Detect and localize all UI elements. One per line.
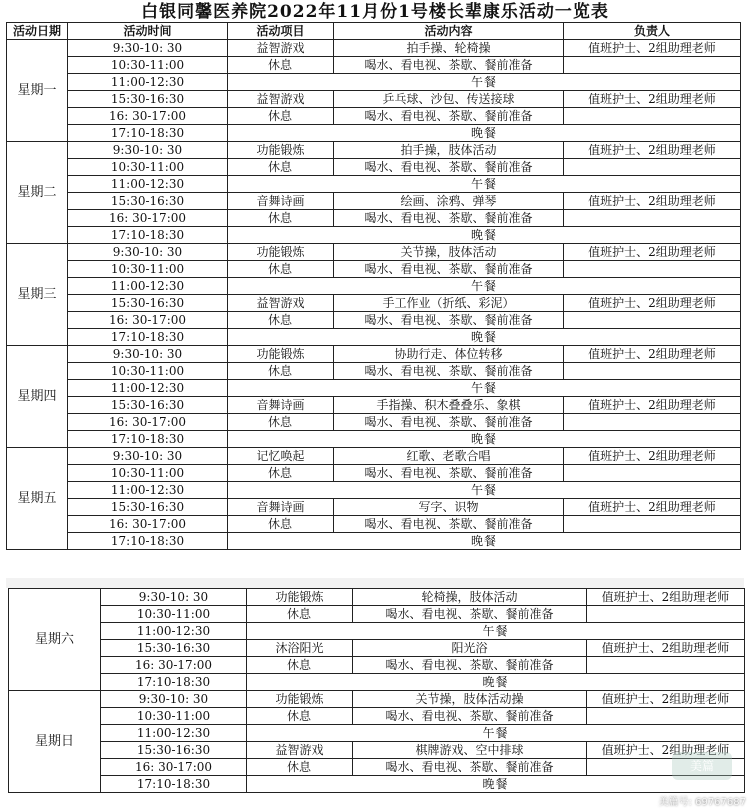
staff-cell	[587, 606, 745, 623]
time-cell: 16: 30-17:00	[68, 414, 228, 431]
activity-cell: 休息	[228, 414, 334, 431]
activity-cell: 益智游戏	[228, 40, 334, 57]
activity-cell: 益智游戏	[247, 742, 353, 759]
meal-cell: 午餐	[247, 623, 745, 640]
time-cell: 11:00-12:30	[68, 74, 228, 91]
content-cell: 拍手操、轮椅操	[334, 40, 564, 57]
staff-cell: 值班护士、2组助理老师	[564, 295, 741, 312]
content-cell: 喝水、看电视、茶歇、餐前准备	[334, 261, 564, 278]
time-cell: 9:30-10: 30	[101, 691, 247, 708]
content-cell: 喝水、看电视、茶歇、餐前准备	[334, 210, 564, 227]
content-cell: 喝水、看电视、茶歇、餐前准备	[334, 57, 564, 74]
time-cell: 16: 30-17:00	[68, 108, 228, 125]
table-row	[9, 674, 745, 691]
time-cell: 11:00-12:30	[68, 176, 228, 193]
table-row	[7, 40, 741, 57]
activity-cell: 休息	[228, 108, 334, 125]
staff-cell	[564, 516, 741, 533]
table-row	[7, 465, 741, 482]
staff-cell	[564, 312, 741, 329]
content-cell: 关节操，肢体活动	[334, 244, 564, 261]
table-row	[9, 606, 745, 623]
day-cell: 星期三	[7, 244, 68, 346]
time-cell: 9:30-10: 30	[68, 448, 228, 465]
activity-cell: 功能锻炼	[228, 142, 334, 159]
content-cell: 拍手操，肢体活动	[334, 142, 564, 159]
content-cell: 手工作业（折纸、彩泥）	[334, 295, 564, 312]
table-row	[9, 708, 745, 725]
table-row	[9, 623, 745, 640]
header-cell: 活动内容	[334, 23, 564, 40]
time-cell: 9:30-10: 30	[68, 40, 228, 57]
activity-cell: 休息	[228, 57, 334, 74]
table-row	[7, 448, 741, 465]
time-cell: 9:30-10: 30	[68, 346, 228, 363]
staff-cell: 值班护士、2组助理老师	[564, 91, 741, 108]
time-cell: 16: 30-17:00	[68, 210, 228, 227]
table-row	[7, 397, 741, 414]
content-cell: 红歌、老歌合唱	[334, 448, 564, 465]
meal-cell: 晚餐	[228, 227, 741, 244]
staff-cell	[564, 465, 741, 482]
meal-cell: 晚餐	[247, 776, 745, 793]
table-row	[9, 776, 745, 793]
content-cell: 协助行走、体位转移	[334, 346, 564, 363]
content-cell: 关节操，肢体活动操	[353, 691, 587, 708]
activity-cell: 功能锻炼	[228, 346, 334, 363]
staff-cell	[564, 414, 741, 431]
content-cell: 阳光浴	[353, 640, 587, 657]
activity-cell: 休息	[228, 516, 334, 533]
content-cell: 喝水、看电视、茶歇、餐前准备	[334, 363, 564, 380]
time-cell: 11:00-12:30	[68, 380, 228, 397]
activity-cell: 功能锻炼	[247, 589, 353, 606]
time-cell: 15:30-16:30	[68, 397, 228, 414]
staff-cell	[564, 159, 741, 176]
time-cell: 16: 30-17:00	[68, 516, 228, 533]
activity-cell: 休息	[228, 159, 334, 176]
table-row	[7, 380, 741, 397]
time-cell: 17:10-18:30	[68, 431, 228, 448]
activity-cell: 功能锻炼	[247, 691, 353, 708]
staff-cell	[564, 57, 741, 74]
content-cell: 喝水、看电视、茶歇、餐前准备	[334, 465, 564, 482]
staff-cell: 值班护士、2组助理老师	[564, 40, 741, 57]
activity-cell: 益智游戏	[228, 91, 334, 108]
watermark-id: 美篇号: 69767687	[658, 797, 746, 808]
table-row	[9, 589, 745, 606]
time-cell: 15:30-16:30	[101, 640, 247, 657]
meal-cell: 午餐	[228, 74, 741, 91]
page-break-gap	[6, 578, 744, 588]
staff-cell	[587, 657, 745, 674]
table-row	[7, 210, 741, 227]
activity-cell: 休息	[247, 606, 353, 623]
time-cell: 10:30-11:00	[68, 57, 228, 74]
activity-cell: 休息	[228, 363, 334, 380]
time-cell: 17:10-18:30	[68, 533, 228, 550]
page-title: 白银同馨医养院2022年11月份1号楼长辈康乐活动一览表	[141, 2, 609, 22]
time-cell: 15:30-16:30	[68, 193, 228, 210]
staff-cell: 值班护士、2组助理老师	[564, 142, 741, 159]
staff-cell: 值班护士、2组助理老师	[587, 691, 745, 708]
staff-cell: 值班护士、2组助理老师	[587, 742, 745, 759]
staff-cell	[587, 708, 745, 725]
activity-cell: 记忆唤起	[228, 448, 334, 465]
table-row	[9, 725, 745, 742]
content-cell: 乒乓球、沙包、传送接球	[334, 91, 564, 108]
schedule-table-weekdays	[6, 22, 741, 550]
table-row	[7, 159, 741, 176]
time-cell: 17:10-18:30	[68, 227, 228, 244]
content-cell: 写字、识物	[334, 499, 564, 516]
time-cell: 17:10-18:30	[68, 125, 228, 142]
staff-cell: 值班护士、2组助理老师	[587, 589, 745, 606]
time-cell: 11:00-12:30	[68, 278, 228, 295]
staff-cell: 值班护士、2组助理老师	[564, 397, 741, 414]
time-cell: 17:10-18:30	[68, 329, 228, 346]
content-cell: 喝水、看电视、茶歇、餐前准备	[334, 312, 564, 329]
table-row	[7, 329, 741, 346]
staff-cell	[564, 363, 741, 380]
meal-cell: 午餐	[228, 380, 741, 397]
table-row	[7, 261, 741, 278]
activity-cell: 益智游戏	[228, 295, 334, 312]
day-cell: 星期五	[7, 448, 68, 550]
table-row	[7, 363, 741, 380]
time-cell: 17:10-18:30	[101, 674, 247, 691]
content-cell: 喝水、看电视、茶歇、餐前准备	[334, 159, 564, 176]
table-row	[7, 227, 741, 244]
time-cell: 17:10-18:30	[101, 776, 247, 793]
activity-cell: 休息	[228, 465, 334, 482]
watermark-logo: 美篇	[672, 752, 732, 780]
time-cell: 15:30-16:30	[101, 742, 247, 759]
content-cell: 绘画、涂鸦、弹琴	[334, 193, 564, 210]
table-row	[7, 278, 741, 295]
table-row	[7, 142, 741, 159]
table-row	[7, 431, 741, 448]
meal-cell: 晚餐	[228, 431, 741, 448]
table-row	[7, 125, 741, 142]
content-cell: 喝水、看电视、茶歇、餐前准备	[334, 516, 564, 533]
table-row	[7, 482, 741, 499]
meal-cell: 午餐	[228, 278, 741, 295]
header-cell: 活动时间	[68, 23, 228, 40]
table-row	[9, 691, 745, 708]
content-cell: 喝水、看电视、茶歇、餐前准备	[353, 657, 587, 674]
staff-cell: 值班护士、2组助理老师	[587, 640, 745, 657]
staff-cell: 值班护士、2组助理老师	[564, 346, 741, 363]
time-cell: 16: 30-17:00	[101, 759, 247, 776]
content-cell: 喝水、看电视、茶歇、餐前准备	[334, 108, 564, 125]
table-row	[7, 516, 741, 533]
time-cell: 10:30-11:00	[68, 465, 228, 482]
table-row	[7, 176, 741, 193]
schedule-table-weekend	[8, 588, 745, 793]
staff-cell	[564, 261, 741, 278]
table-row	[7, 414, 741, 431]
table-row	[7, 91, 741, 108]
content-cell: 喝水、看电视、茶歇、餐前准备	[353, 606, 587, 623]
staff-cell: 值班护士、2组助理老师	[564, 193, 741, 210]
activity-cell: 沐浴阳光	[247, 640, 353, 657]
time-cell: 10:30-11:00	[68, 261, 228, 278]
meal-cell: 午餐	[247, 725, 745, 742]
table-row	[7, 244, 741, 261]
meal-cell: 午餐	[228, 176, 741, 193]
activity-cell: 休息	[228, 261, 334, 278]
time-cell: 11:00-12:30	[101, 623, 247, 640]
table-row	[7, 346, 741, 363]
meal-cell: 晚餐	[228, 125, 741, 142]
time-cell: 11:00-12:30	[101, 725, 247, 742]
content-cell: 轮椅操，肢体活动	[353, 589, 587, 606]
day-cell: 星期二	[7, 142, 68, 244]
table-row	[9, 759, 745, 776]
activity-cell: 音舞诗画	[228, 193, 334, 210]
time-cell: 15:30-16:30	[68, 499, 228, 516]
meal-cell: 晚餐	[228, 533, 741, 550]
day-cell: 星期一	[7, 40, 68, 142]
activity-cell: 休息	[247, 708, 353, 725]
table-row	[7, 74, 741, 91]
staff-cell: 值班护士、2组助理老师	[564, 244, 741, 261]
content-cell: 棋牌游戏、空中排球	[353, 742, 587, 759]
time-cell: 9:30-10: 30	[101, 589, 247, 606]
content-cell: 喝水、看电视、茶歇、餐前准备	[353, 759, 587, 776]
activity-cell: 休息	[228, 312, 334, 329]
activity-cell: 休息	[247, 759, 353, 776]
table-row	[7, 193, 741, 210]
header-cell: 负责人	[564, 23, 741, 40]
staff-cell: 值班护士、2组助理老师	[564, 499, 741, 516]
meal-cell: 晚餐	[247, 674, 745, 691]
table-row	[7, 533, 741, 550]
time-cell: 15:30-16:30	[68, 91, 228, 108]
table-row	[7, 57, 741, 74]
activity-cell: 休息	[247, 657, 353, 674]
staff-cell: 值班护士、2组助理老师	[564, 448, 741, 465]
table-row	[9, 657, 745, 674]
time-cell: 16: 30-17:00	[68, 312, 228, 329]
time-cell: 15:30-16:30	[68, 295, 228, 312]
activity-cell: 音舞诗画	[228, 499, 334, 516]
activity-cell: 音舞诗画	[228, 397, 334, 414]
time-cell: 10:30-11:00	[101, 606, 247, 623]
table-row	[7, 295, 741, 312]
table-row	[7, 499, 741, 516]
time-cell: 10:30-11:00	[101, 708, 247, 725]
day-cell: 星期四	[7, 346, 68, 448]
table-row	[7, 108, 741, 125]
time-cell: 10:30-11:00	[68, 159, 228, 176]
table-row	[7, 312, 741, 329]
day-cell: 星期六	[9, 589, 101, 691]
staff-cell	[564, 108, 741, 125]
table-row	[9, 742, 745, 759]
table-row	[9, 640, 745, 657]
content-cell: 喝水、看电视、茶歇、餐前准备	[334, 414, 564, 431]
content-cell: 喝水、看电视、茶歇、餐前准备	[353, 708, 587, 725]
day-cell: 星期日	[9, 691, 101, 793]
time-cell: 10:30-11:00	[68, 363, 228, 380]
header-row	[7, 23, 741, 40]
time-cell: 9:30-10: 30	[68, 142, 228, 159]
activity-cell: 休息	[228, 210, 334, 227]
header-cell: 活动日期	[7, 23, 68, 40]
time-cell: 11:00-12:30	[68, 482, 228, 499]
meal-cell: 晚餐	[228, 329, 741, 346]
header-cell: 活动项目	[228, 23, 334, 40]
time-cell: 16: 30-17:00	[101, 657, 247, 674]
content-cell: 手指操、积木叠叠乐、象棋	[334, 397, 564, 414]
activity-cell: 功能锻炼	[228, 244, 334, 261]
staff-cell	[564, 210, 741, 227]
meal-cell: 午餐	[228, 482, 741, 499]
time-cell: 9:30-10: 30	[68, 244, 228, 261]
